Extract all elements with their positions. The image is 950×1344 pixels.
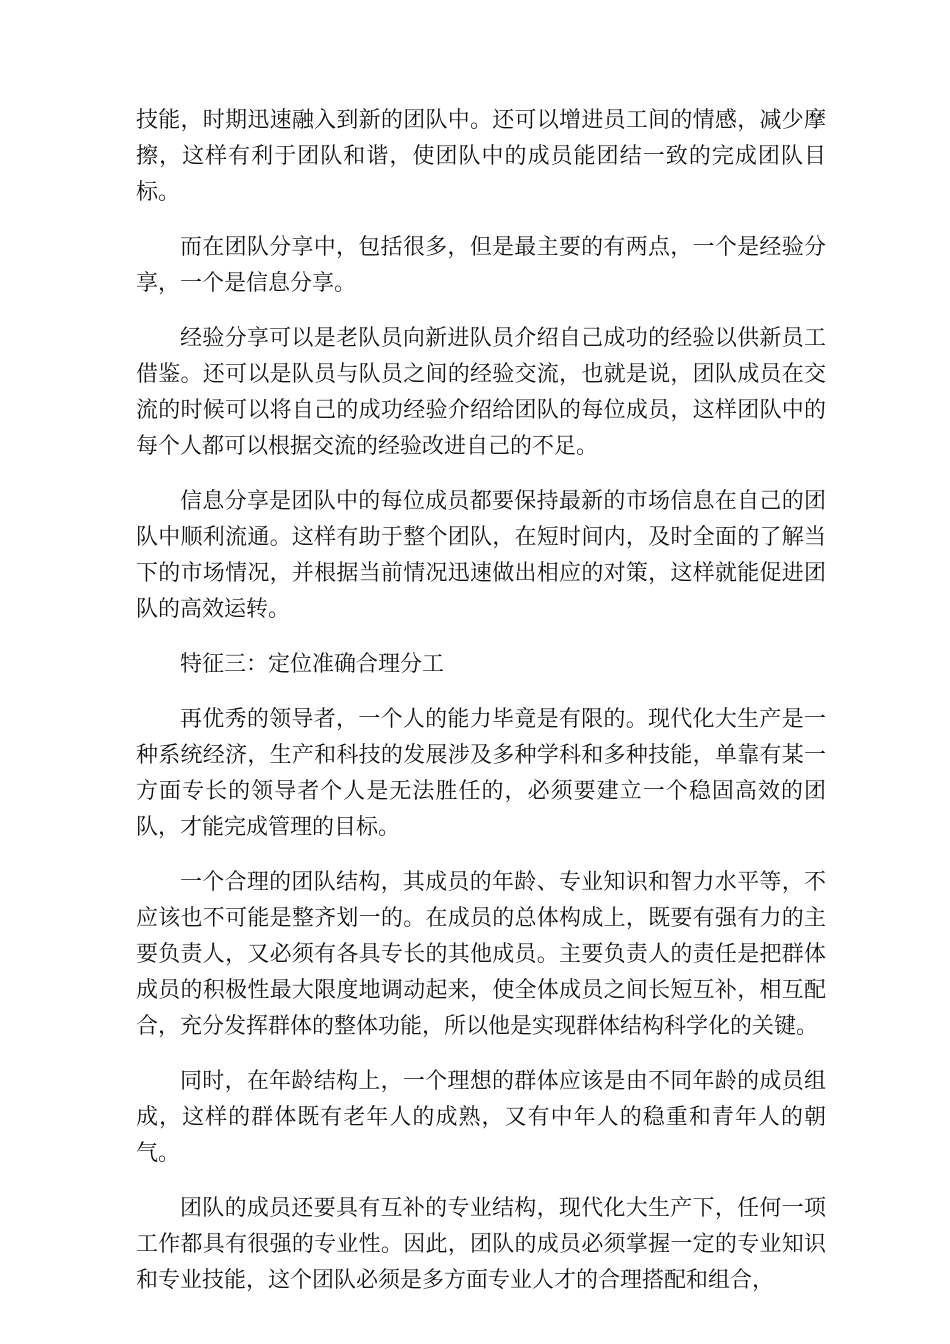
paragraph-age-structure: 同时，在年龄结构上，一个理想的群体应该是由不同年龄的成员组成，这样的群体既有老年人的成熟，又有中年人的稳重和青年人的朝气。 (136, 1069, 826, 1166)
paragraph-continuation: 技能，时期迅速融入到新的团队中。还可以增进员工间的情感，减少摩擦，这样有利于团队和谐，使团队中的成员能团结一致的完成团队目标。 (136, 108, 826, 205)
paragraph-team-structure: 一个合理的团队结构，其成员的年龄、专业知识和智力水平等，不应该也不可能是整齐划一的。在成员的总体构成上，既要有强有力的主要负责人，又必须有各具专长的其他成员。主要负责人的责任是把群体成员的积极性最大限度地调动起来，使全体成员之间长短互补，相互配合，充分发挥群体的整体功能，所以他是实现群体结构科学化的关键。 (136, 870, 826, 1039)
paragraph-information-sharing: 信息分享是团队中的每位成员都要保持最新的市场信息在自己的团队中顺利流通。这样有助于整个团队，在短时间内，及时全面的了解当下的市场情况，并根据当前情况迅速做出相应的对策，这样就能促进团队的高效运转。 (136, 489, 826, 622)
paragraph-experience-sharing: 经验分享可以是老队员向新进队员介绍自己成功的经验以供新员工借鉴。还可以是队员与队员之间的经验交流，也就是说，团队成员在交流的时候可以将自己的成功经验介绍给团队的每位成员，这样团队中的每个人都可以根据交流的经验改进自己的不足。 (136, 326, 826, 459)
section-heading-feature-three: 特征三：定位准确合理分工 (180, 652, 445, 677)
document-body (136, 103, 826, 1318)
paragraph-leader-capacity: 再优秀的领导者，一个人的能力毕竟是有限的。现代化大生产是一种系统经济，生产和科技的发展涉及多种学科和多种技能，单靠有某一方面专长的领导者个人是无法胜任的，必须要建立一个稳固高效的团队，才能完成管理的目标。 (136, 707, 826, 840)
paragraph-team-sharing: 而在团队分享中，包括很多，但是最主要的有两点，一个是经验分享，一个是信息分享。 (136, 235, 826, 296)
paragraph-professional-structure: 团队的成员还要具有互补的专业结构，现代化大生产下，任何一项工作都具有很强的专业性。因此，团队的成员必须掌握一定的专业知识和专业技能，这个团队必须是多方面专业人才的合理搭配和组合， (136, 1196, 826, 1293)
